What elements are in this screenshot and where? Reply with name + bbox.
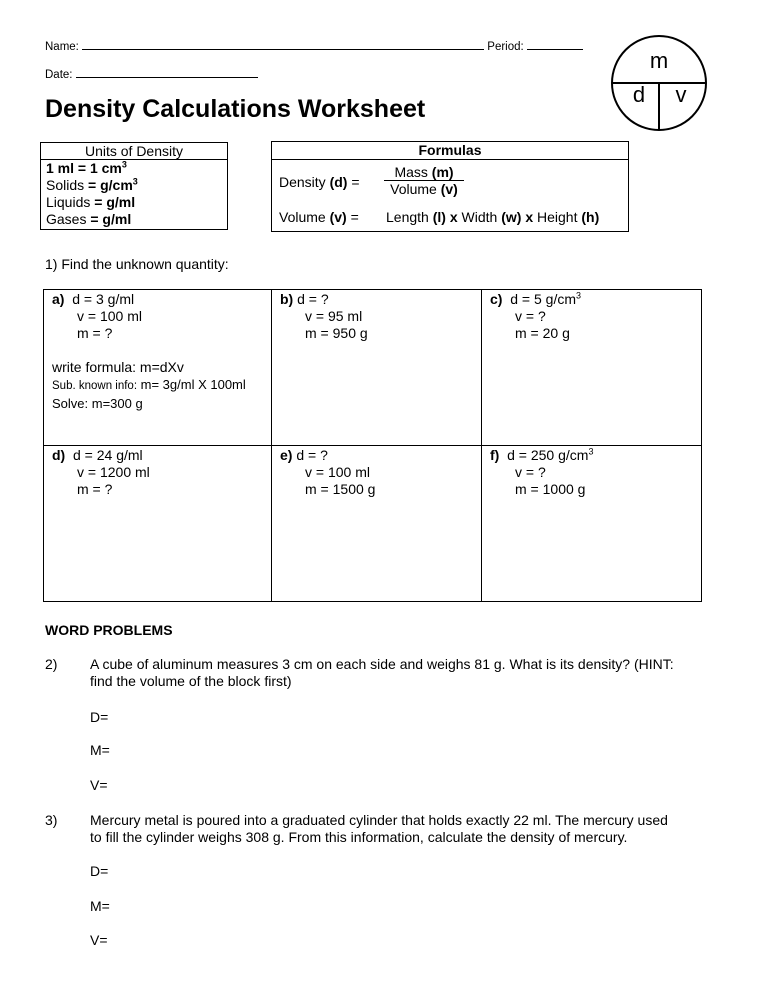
density-fraction <box>384 164 464 197</box>
date-row <box>45 66 258 81</box>
volume-formula-label: Volume (v) = <box>279 209 359 225</box>
period-field[interactable] <box>527 38 583 50</box>
question-1-label: 1) Find the unknown quantity: <box>45 256 229 272</box>
units-row-liquids: Liquids = g/ml <box>46 194 136 210</box>
cell-a-work-sub: Sub. known info: m= 3g/ml X 100ml <box>52 377 246 392</box>
formulas-heading: Formulas <box>272 142 628 160</box>
problem-grid <box>43 289 702 602</box>
q2-v-label: V= <box>90 777 108 793</box>
triangle-m: m <box>649 48 669 73</box>
density-triangle-icon <box>610 35 710 135</box>
fraction-numerator: Mass (m) <box>384 164 464 181</box>
cell-a: a) d = 3 g/ml v = 100 ml m = ? write formula: m=dXv Sub. known info: m= 3g/ml X 100ml Solve: m=300 g <box>44 290 271 412</box>
q3-m-label: M= <box>90 898 110 914</box>
question-2-number: 2) <box>45 656 58 672</box>
formulas-box <box>271 141 629 232</box>
units-row-ml: 1 ml = 1 $cm^3$ <box>46 159 127 176</box>
cell-e: e) d = ? v = 100 ml m = 1500 g <box>280 447 376 497</box>
page-title: Density Calculations Worksheet <box>45 95 426 123</box>
cell-c: c) d = 5 $g/cm^3$ v = ? m = 20 g <box>490 290 582 341</box>
word-problems-heading: WORD PROBLEMS <box>45 622 173 638</box>
name-field[interactable] <box>82 38 484 50</box>
cell-d: d) d = 24 g/ml v = 1200 ml m = ? <box>52 447 150 497</box>
q2-m-label: M= <box>90 742 110 758</box>
units-of-density-box <box>40 142 228 230</box>
triangle-d: d <box>632 82 646 107</box>
cell-b: b) d = ? v = 95 ml m = 950 g <box>280 291 368 341</box>
name-label: Name: <box>45 41 79 53</box>
density-formula-label: Density (d) = <box>279 174 360 190</box>
units-row-gases: Gases = g/ml <box>46 211 132 227</box>
units-row-solids: Solids = $g/cm^3$ <box>46 176 138 193</box>
triangle-v: v <box>675 82 687 107</box>
cell-f: f) d = 250 $g/cm^3$ v = ? m = 1000 g <box>490 446 594 497</box>
date-label: Date: <box>45 69 73 81</box>
date-field[interactable] <box>76 66 258 78</box>
volume-formula: Length (l) x Width (w) x Height (h) <box>386 209 600 225</box>
cell-a-work-formula: write formula: m=dXv <box>52 359 184 375</box>
question-2-text: A cube of aluminum measures 3 cm on each side and weighs 81 g. What is its density? (HINT: find the volume of the block first) <box>90 656 674 689</box>
fraction-denominator: Volume (v) <box>390 181 458 197</box>
question-3-text: Mercury metal is poured into a graduated cylinder that holds exactly 22 ml. The mercury used to fill the cylinder weighs 308 g. From this information, calculate the density of mercury. <box>90 812 668 845</box>
name-row <box>45 38 583 53</box>
q3-v-label: V= <box>90 932 108 948</box>
q2-d-label: D= <box>90 709 109 725</box>
question-3-number: 3) <box>45 812 58 828</box>
cell-a-work-solve: Solve: m=300 g <box>52 396 143 411</box>
q3-d-label: D= <box>90 863 109 879</box>
units-heading: Units of Density <box>41 143 227 160</box>
period-label: Period: <box>487 41 524 53</box>
